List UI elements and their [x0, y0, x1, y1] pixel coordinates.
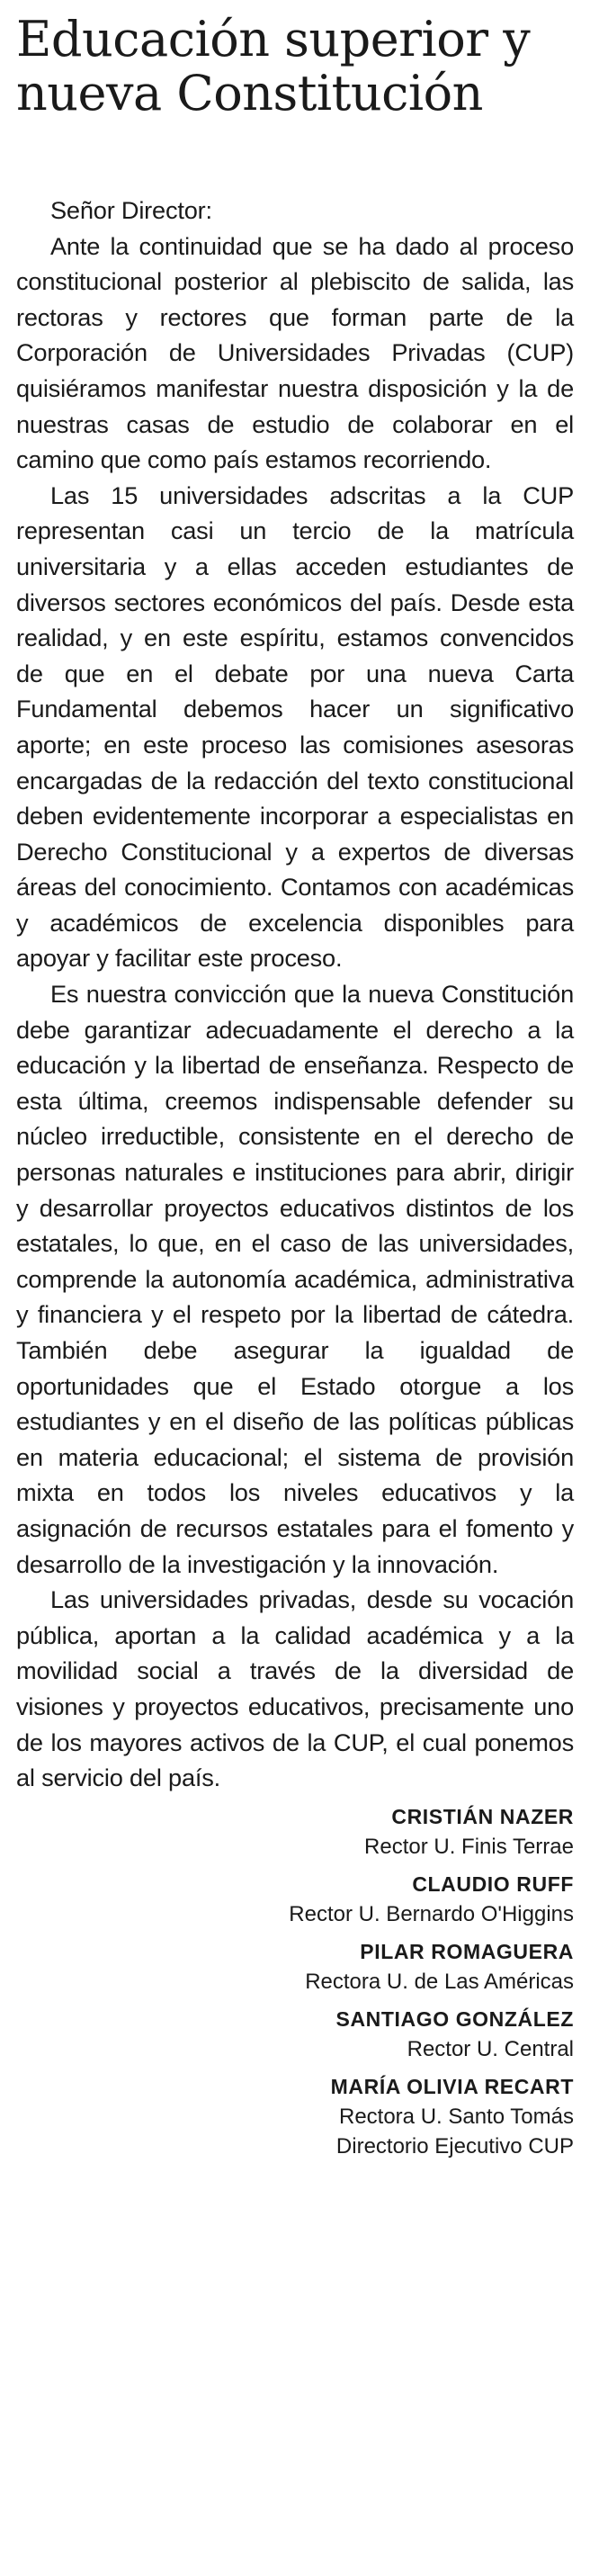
letter-body [16, 193, 574, 1796]
signatory [16, 2071, 574, 2161]
signatory-role: Rector U. Bernardo O'Higgins [289, 1901, 574, 1926]
signatory-name: PILAR ROMAGUERA [360, 1939, 574, 1963]
paragraph-4: Las universidades privadas, desde su vocación pública, aportan a la calidad académica y a la movilidad social a través de la diversidad de visiones y proyectos educativos, precisamente uno de los mayores activos de la CUP, el cual ponemos al servicio del país. [16, 1585, 574, 1792]
signatory-name: MARÍA OLIVIA RECART [330, 2074, 574, 2098]
title-line-2: nueva Constitución [16, 65, 483, 121]
signatory-name: SANTIAGO GONZÁLEZ [335, 2006, 574, 2031]
article-title [16, 13, 574, 121]
paragraph-3: Es nuestra convicción que la nueva Constitución debe garantizar adecuadamente el derecho a la educación y la libertad de enseñanza. Respecto de esta última, creemos indispensable defender su núcleo irreductible, consistente en el derecho de personas naturales e instituciones para abrir, dirigir y desarrollar proyectos educativos distintos de los estatales, lo que, en el caso de las universidades, comprende la autonomía académica, administrativa y financiera y el respeto por la libertad de cátedra. También debe asegurar la igualdad de oportunidades que el Estado otorgue a los estudiantes y en el diseño de las políticas públicas en materia educacional; el sistema de provisión mixta en todos los niveles educativos y la asignación de recursos estatales para el fomento y desarrollo de la investigación y la innovación. [16, 980, 574, 1578]
signatory [16, 1869, 574, 1929]
signatory [16, 2004, 574, 2064]
signatures-block [16, 1801, 574, 2161]
paragraph-2: Las 15 universidades adscritas a la CUP representan casi un tercio de la matrícula universitaria y a ellas acceden estudiantes de diversos sectores económicos del país. Desde esta realidad, y en este espíritu, estamos convencidos de que en el debate por una nueva Carta Fundamental debemos hacer un significativo aporte; en este proceso las comisiones asesoras encargadas de la redacción del texto constitucional deben evidentemente incorporar a especialistas en Derecho Constitucional y a expertos de diversas áreas del conocimiento. Contamos con académicas y académicos de excelencia disponibles para apoyar y facilitar este proceso. [16, 480, 574, 973]
signatory-name: CLAUDIO RUFF [412, 1871, 574, 1896]
signatory-role: Rectora U. Santo Tomás [338, 2104, 574, 2129]
signatory [16, 1801, 574, 1862]
title-line-1: Educación superior y [16, 11, 531, 67]
signatory-name: CRISTIÁN NAZER [391, 1804, 574, 1828]
signatory-role: Rector U. Central [407, 2036, 574, 2061]
signatory [16, 1936, 574, 1997]
paragraph-1: Ante la continuidad que se ha dado al proceso constitucional posterior al plebiscito de salida, las rectoras y rectores que forman parte de la Corporación de Universidades Privadas (CUP) quisiéramos manifestar nuestra disposición y la de nuestras casas de estudio de colaborar en el camino que como país estamos recorriendo. [16, 231, 574, 474]
signatory-role-secondary: Directorio Ejecutivo CUP [335, 2133, 574, 2159]
salutation: Señor Director: [50, 196, 212, 224]
signatory-role: Rectora U. de Las Américas [305, 1969, 574, 1994]
signatory-role: Rector U. Finis Terrae [364, 1834, 574, 1859]
